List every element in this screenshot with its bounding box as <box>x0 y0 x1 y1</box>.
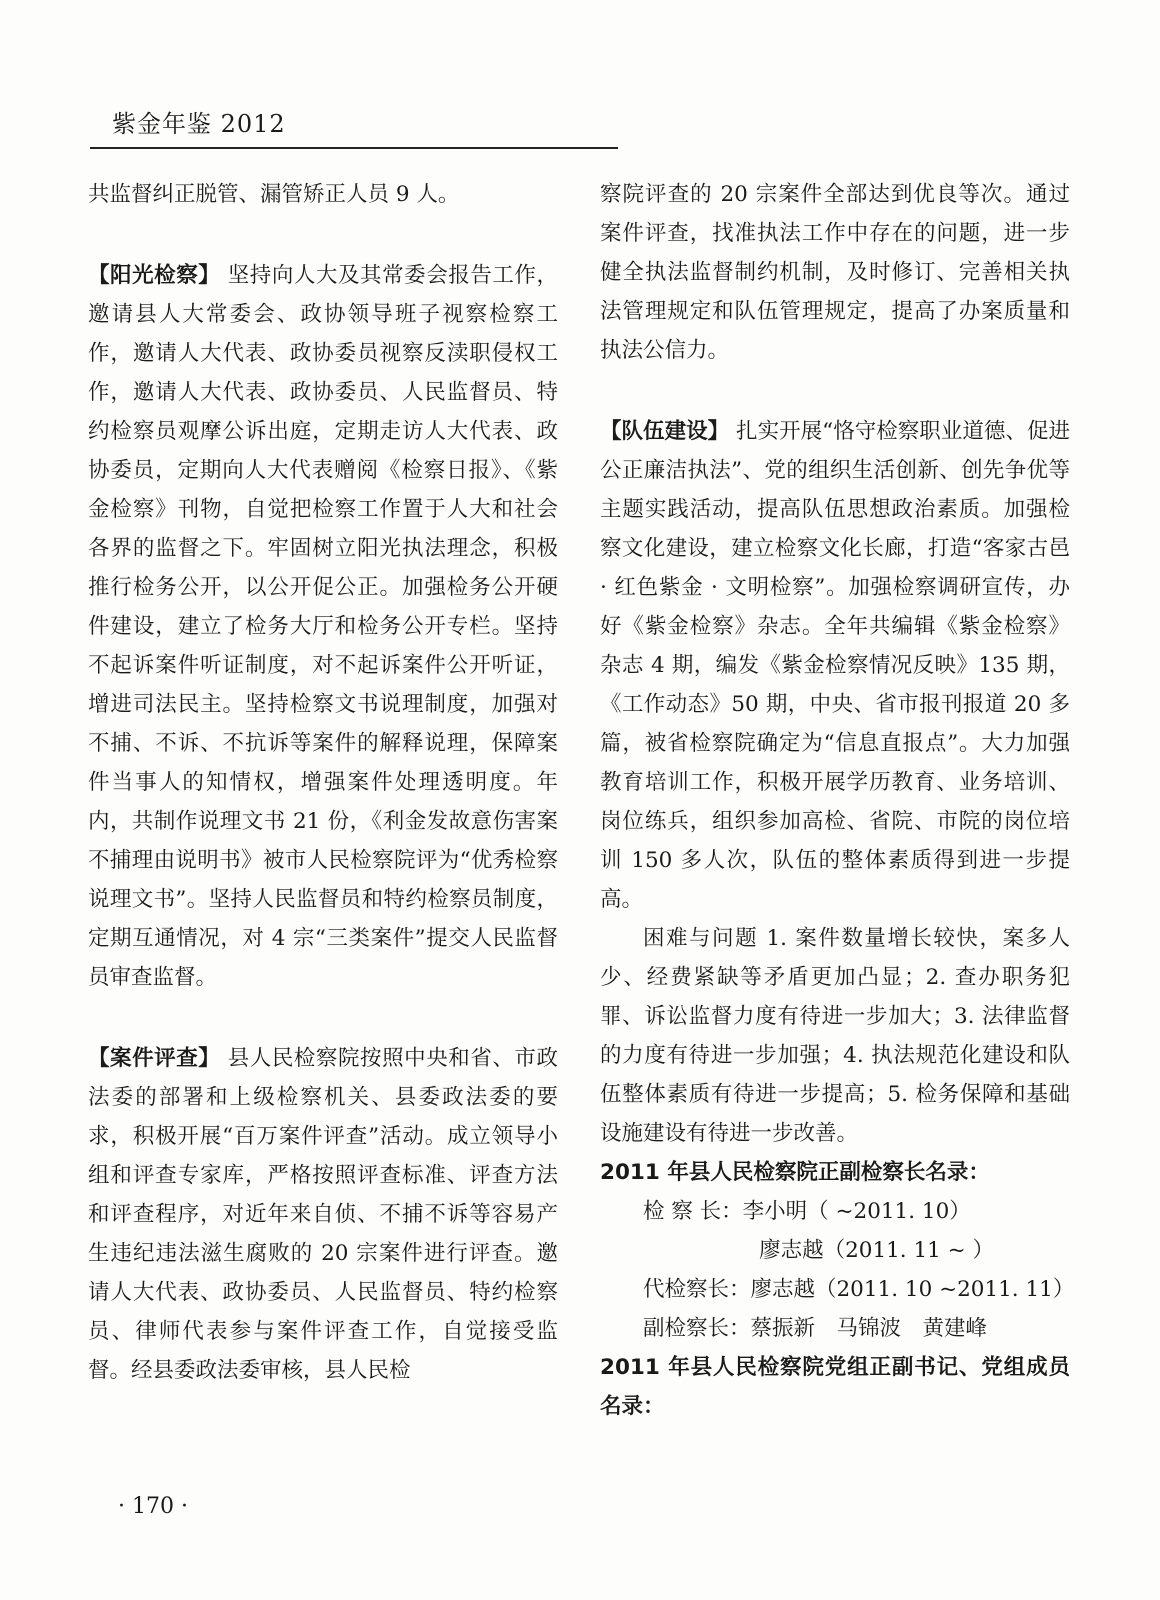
section-text: 扎实开展“恪守检察职业道德、促进公正廉洁执法”、党的组织生活创新、创先争优等主题实践活动，提高队伍思想政治素质。加强检察文化建设，建立检察文化长廊，打造“客家古邑 · 红色紫金 · 文明检察”。加强检察调研宣传，办好《紫金检察》杂志。全年共编辑《紫金检察》杂志 4 期，编发《紫金检察情况反映》135 期，《工作动态》50 期，中央、省市报刊报道 20 多篇，被省检察院确定为“信息直报点”。大力加强教育培训工作，积极开展学历教育、业务培训、岗位练兵，组织参加高检、省院、市院的岗位培训 150 多人次，队伍的整体素质得到进一步提高。 <box>600 419 1070 912</box>
roster-line: 廖志越（2011. 11 ~ ） <box>759 1238 995 1263</box>
section-text: 坚持向人大及其常委会报告工作，邀请县人大常委会、政协领导班子视察检察工作，邀请人大代表、政协委员视察反渎职侵权工作，邀请人大代表、政协委员、人民监督员、特约检察员观摩公诉出庭，定期走访人大代表、政协委员，定期向人大代表赠阅《检察日报》、《紫金检察》刊物，自觉把检察工作置于人大和社会各界的监督之下。牢固树立阳光执法理念，积极推行检务公开，以公开促公正。加强检务公开硬件建设，建立了检务大厅和检务公开专栏。坚持不起诉案件听证制度，对不起诉案件公开听证，增进司法民主。坚持检察文书说理制度，加强对不捕、不诉、不抗诉等案件的解释说理，保障案件当事人的知情权，增强案件处理透明度。年内，共制作说理文书 21 份，《利金发故意伤害案不捕理由说明书》被市人民检察院评为“优秀检察说理文书”。坚持人民监督员和特约检察员制度，定期互通情况，对 4 宗“三类案件”提交人民监督员审查监督。 <box>88 263 558 990</box>
roster-title: 2011 年县人民检察院正副检察长名录： <box>600 1160 990 1185</box>
left-column <box>88 175 558 1390</box>
section-case-review <box>88 1039 558 1390</box>
section-team-building <box>600 412 1070 919</box>
running-header: 紫金年鉴 2012 <box>112 110 286 138</box>
section-title: 【案件评查】 <box>88 1046 221 1071</box>
section-sunshine-procuratorate <box>88 256 558 997</box>
section-title: 【队伍建设】 <box>600 419 730 444</box>
section-title: 【阳光检察】 <box>88 263 221 288</box>
roster-line: 代检察长：廖志越（2011. 10 ~2011. 11） <box>643 1277 1075 1302</box>
roster-line: 副检察长：蔡振新 马锦波 黄建峰 <box>643 1316 988 1341</box>
section-text: 县人民检察院按照中央和省、市政法委的部署和上级检察机关、县委政法委的要求，积极开展“百万案件评查”活动。成立领导小组和评查专家库，严格按照评查标准、评查方法和评查程序，对近年来自侦、不捕不诉等容易产生违纪违法滋生腐败的 20 宗案件进行评查。邀请人大代表、政协委员、人民监督员、特约检察员、律师代表参与案件评查工作，自觉接受监督。经县委政法委审核，县人民检 <box>88 1046 558 1383</box>
roster-line: 检 察 长：李小明（ ~2011. 10） <box>643 1199 971 1224</box>
page-number: · 170 · <box>118 1494 188 1519</box>
paragraph-continued: 共监督纠正脱管、漏管矫正人员 9 人。 <box>88 182 460 207</box>
header-rule <box>90 147 618 149</box>
problems-title: 困难与问题 <box>643 926 759 951</box>
roster-title: 2011 年县人民检察院党组正副书记、党组成员名录： <box>600 1355 1070 1419</box>
right-column <box>600 175 1075 1426</box>
problems-text: 1. 案件数量增长较快，案多人少、经费紧缺等矛盾更加凸显；2. 查办职务犯罪、诉讼监督力度有待进一步加大；3. 法律监督的力度有待进一步加强；4. 执法规范化建设和队伍整体素质有待进一步提高；5. 检务保障和基础设施建设有待进一步改善。 <box>600 926 1070 1146</box>
paragraph-continued: 察院评查的 20 宗案件全部达到优良等次。通过案件评查，找准执法工作中存在的问题，进一步健全执法监督制约机制，及时修订、完善相关执法管理规定和队伍管理规定，提高了办案质量和执法公信力。 <box>600 182 1070 363</box>
problems-paragraph <box>600 919 1070 1153</box>
